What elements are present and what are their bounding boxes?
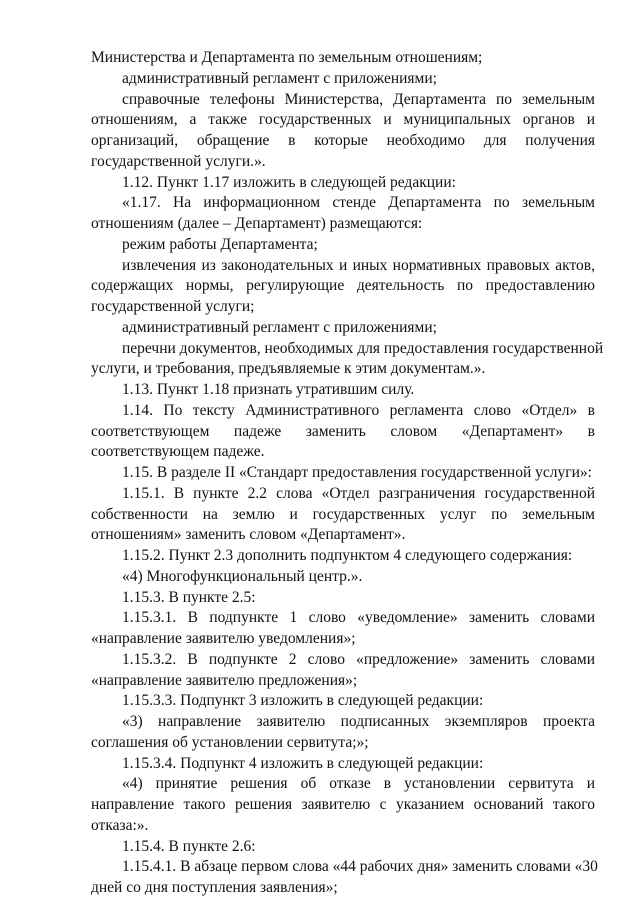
text-line: 1.13. Пункт 1.18 признать утратившим силу. bbox=[122, 381, 415, 398]
text-line: отношениям, а также государственных и муниципальных органов и bbox=[91, 111, 595, 129]
text-line: 1.15.3.1. В подпункте 1 слово «уведомление» заменить словами bbox=[122, 609, 595, 627]
text-line: «3) направление заявителю подписанных экземпляров проекта bbox=[122, 713, 595, 730]
text-line: отказа:». bbox=[91, 816, 149, 834]
text-line: 1.14. По тексту Административного регламента слово «Отдел» в bbox=[122, 401, 595, 419]
text-line: соглашения об установлении сервитута;»; bbox=[91, 733, 369, 751]
text-line: организаций, обращение в которые необходимо для получения bbox=[91, 132, 595, 149]
text-line: «1.17. На информационном стенде Департамента по земельным bbox=[122, 194, 595, 212]
text-line: справочные телефоны Министерства, Департамента по земельным bbox=[122, 90, 595, 108]
text-line: 1.12. Пункт 1.17 изложить в следующей редакции: bbox=[122, 173, 456, 191]
text-line: направление такого решения заявителю с указанием оснований такого bbox=[91, 796, 595, 813]
text-line: «направление заявителю предложения»; bbox=[91, 671, 358, 689]
text-line: содержащих нормы, регулирующие деятельность по предоставлению bbox=[91, 277, 595, 295]
text-line: Министерства и Департамента по земельным отношениям; bbox=[91, 49, 483, 66]
text-line: 1.15.4.1. В абзаце первом слова «44 рабочих дня» заменить словами «30 bbox=[122, 858, 598, 876]
text-line: перечни документов, необходимых для предоставления государственной bbox=[122, 339, 604, 357]
text-line: «4) Многофункциональный центр.». bbox=[122, 567, 363, 585]
text-line: 1.15.4. В пункте 2.6: bbox=[122, 837, 256, 855]
text-line: извлечения из законодательных и иных нормативных правовых актов, bbox=[122, 256, 595, 274]
text-line: 1.15.3. В пункте 2.5: bbox=[122, 588, 256, 606]
text-line: 1.15.1. В пункте 2.2 слова «Отдел разграничения государственной bbox=[122, 484, 595, 502]
text-line: собственности на землю и государственных услуг по земельным bbox=[91, 505, 595, 523]
text-line: административный регламент с приложениями; bbox=[122, 69, 437, 87]
text-line: соответствующем падеже. bbox=[91, 443, 265, 461]
text-line: 1.15.3.3. Подпункт 3 изложить в следующей редакции: bbox=[122, 692, 484, 710]
text-line: 1.15.3.4. Подпункт 4 изложить в следующей редакции: bbox=[122, 754, 484, 772]
text-line: государственной услуги.». bbox=[91, 152, 266, 170]
text-line: 1.15.2. Пункт 2.3 дополнить подпунктом 4 следующего содержания: bbox=[122, 547, 573, 564]
text-line: «направление заявителю уведомления»; bbox=[91, 630, 356, 647]
text-line: 1.15. В разделе II «Стандарт предоставления государственной услуги»: bbox=[122, 464, 592, 481]
text-line: услуги, и требования, предъявляемые к этим документам.». bbox=[91, 360, 486, 378]
text-line: государственной услуги; bbox=[91, 298, 255, 315]
text-line: административный регламент с приложениями; bbox=[122, 318, 437, 336]
document-body bbox=[91, 48, 604, 899]
text-line: 1.15.3.2. В подпункте 2 слово «предложение» заменить словами bbox=[122, 650, 595, 668]
text-line: дней со дня поступления заявления»; bbox=[91, 879, 338, 896]
text-line: отношениям (далее – Департамент) размещаются: bbox=[91, 215, 423, 232]
text-line: режим работы Департамента; bbox=[122, 235, 318, 253]
text-line: соответствующем падеже заменить словом «Департамент» в bbox=[91, 422, 595, 440]
text-line: «4) принятие решения об отказе в установлении сервитута и bbox=[122, 775, 595, 793]
text-line: отношениям» заменить словом «Департамент». bbox=[91, 526, 406, 544]
